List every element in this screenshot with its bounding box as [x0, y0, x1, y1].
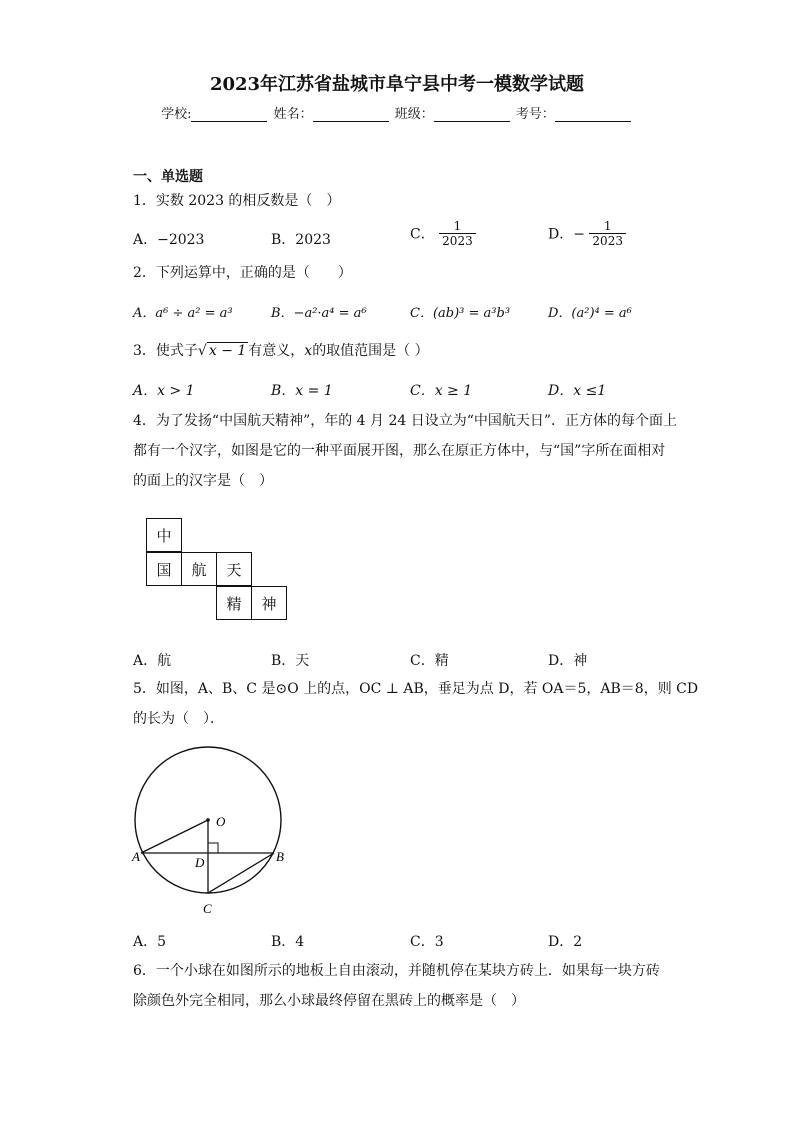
- net-cell-shen: 神: [251, 586, 287, 620]
- q3-option-b: B．x = 1: [271, 383, 333, 399]
- q4-option-c: C．精: [410, 653, 449, 669]
- q1-option-d-fraction: [589, 219, 626, 248]
- fraction-numerator: 1: [589, 219, 626, 234]
- q5-option-c: C．3: [410, 934, 444, 950]
- net-cell-tian: 天: [216, 552, 252, 586]
- fraction-numerator: 1: [439, 219, 476, 234]
- q4-option-b: B．天: [271, 653, 310, 669]
- q3-option-d: D．x ≤1: [548, 383, 607, 399]
- question-5-line-2: 的长为（ ）．: [133, 711, 224, 727]
- q1-option-b: B．2023: [271, 232, 331, 248]
- q4-option-a: A．航: [133, 653, 172, 669]
- net-cell-zhong: 中: [146, 518, 182, 552]
- question-5-line-1: 5．如图，A、B、C 是⊙O 上的点，OC ⊥ AB，垂足为点 D，若 OA＝5，AB＝8，则 CD: [133, 681, 699, 697]
- q1-option-d: [548, 219, 626, 248]
- q5-option-b: B．4: [271, 934, 305, 950]
- q1-option-c-prefix: C．: [410, 226, 435, 243]
- net-cell-jing: 精: [216, 586, 252, 620]
- question-4-line-3: 的面上的汉字是（ ）: [133, 473, 273, 489]
- class-blank: [434, 107, 510, 122]
- q1-option-c-fraction: [439, 219, 476, 248]
- name-blank: [313, 107, 389, 122]
- q4-option-d: D．神: [548, 653, 588, 669]
- id-blank: [555, 107, 631, 122]
- question-2-stem: 2．下列运算中，正确的是（ ）: [133, 265, 352, 281]
- center-point-o: [206, 818, 210, 822]
- q3-option-a: A．x > 1: [133, 383, 195, 399]
- net-cell-hang: 航: [181, 552, 217, 586]
- sqrt-sign: √: [197, 343, 207, 359]
- question-4-line-2: 都有一个汉字，如图是它的一种平面展开图，那么在原正方体中，与“国”字所在面相对: [133, 443, 666, 459]
- q2-option-d: D．(a²)⁴ = a⁶: [548, 306, 632, 321]
- q3-stem-post: 有意义，: [248, 343, 305, 359]
- q5-option-d: D．2: [548, 934, 583, 950]
- q1-option-d-prefix: D．−: [548, 226, 585, 243]
- section-heading: 一、单选题: [133, 169, 203, 185]
- q3-sqrt-expression: x − 1: [208, 343, 247, 359]
- page-title: 2023年江苏省盐城市阜宁县中考一模数学试题: [209, 74, 585, 95]
- label-c: C: [203, 901, 212, 916]
- question-6-line-2: 除颜色外完全相同，那么小球最终停留在黑砖上的概率是（ ）: [133, 993, 525, 1009]
- class-label: 班级：: [394, 107, 434, 122]
- school-label: 学校:: [161, 107, 192, 122]
- name-label: 姓名：: [273, 107, 313, 122]
- question-3-stem: [133, 336, 429, 366]
- q2-option-b: B．−a²·a⁴ = a⁶: [271, 306, 367, 321]
- q3-stem-end: 的取值范围是（ ）: [312, 343, 429, 359]
- question-6-line-1: 6．一个小球在如图所示的地板上自由滚动，并随机停在某块方砖上．如果每一块方砖: [133, 963, 660, 979]
- q1-option-a: A．−2023: [133, 232, 205, 248]
- q3-variable: x: [304, 343, 313, 359]
- student-info-line: [0, 103, 794, 122]
- fraction-denominator: 2023: [442, 234, 473, 248]
- right-angle-mark: [208, 843, 218, 853]
- question-1-stem: 1．实数 2023 的相反数是（ ）: [133, 193, 341, 209]
- id-label: 考号：: [515, 107, 555, 122]
- school-blank: [191, 107, 267, 122]
- label-a: A: [132, 849, 140, 864]
- q1-option-c: [410, 219, 476, 248]
- fraction-denominator: 2023: [592, 234, 623, 248]
- q5-option-a: A．5: [133, 934, 167, 950]
- net-cell-guo: 国: [146, 552, 182, 586]
- circle-geometry-figure: [120, 740, 310, 925]
- q3-option-c: C．x ≥ 1: [410, 383, 473, 399]
- label-o: O: [216, 814, 226, 829]
- label-b: B: [276, 849, 284, 864]
- q2-option-c: C．(ab)³ = a³b³: [410, 306, 511, 321]
- segment-cb: [208, 853, 274, 893]
- label-d: D: [195, 855, 205, 870]
- segment-oa: [141, 820, 208, 853]
- question-4-line-1: 4．为了发扬“中国航天精神”，年的 4 月 24 日设立为“中国航天日”．正方体的每个面上: [133, 413, 678, 429]
- q3-stem-pre: 3．使式子: [133, 343, 198, 359]
- q2-option-a: A．a⁶ ÷ a² = a³: [133, 306, 233, 321]
